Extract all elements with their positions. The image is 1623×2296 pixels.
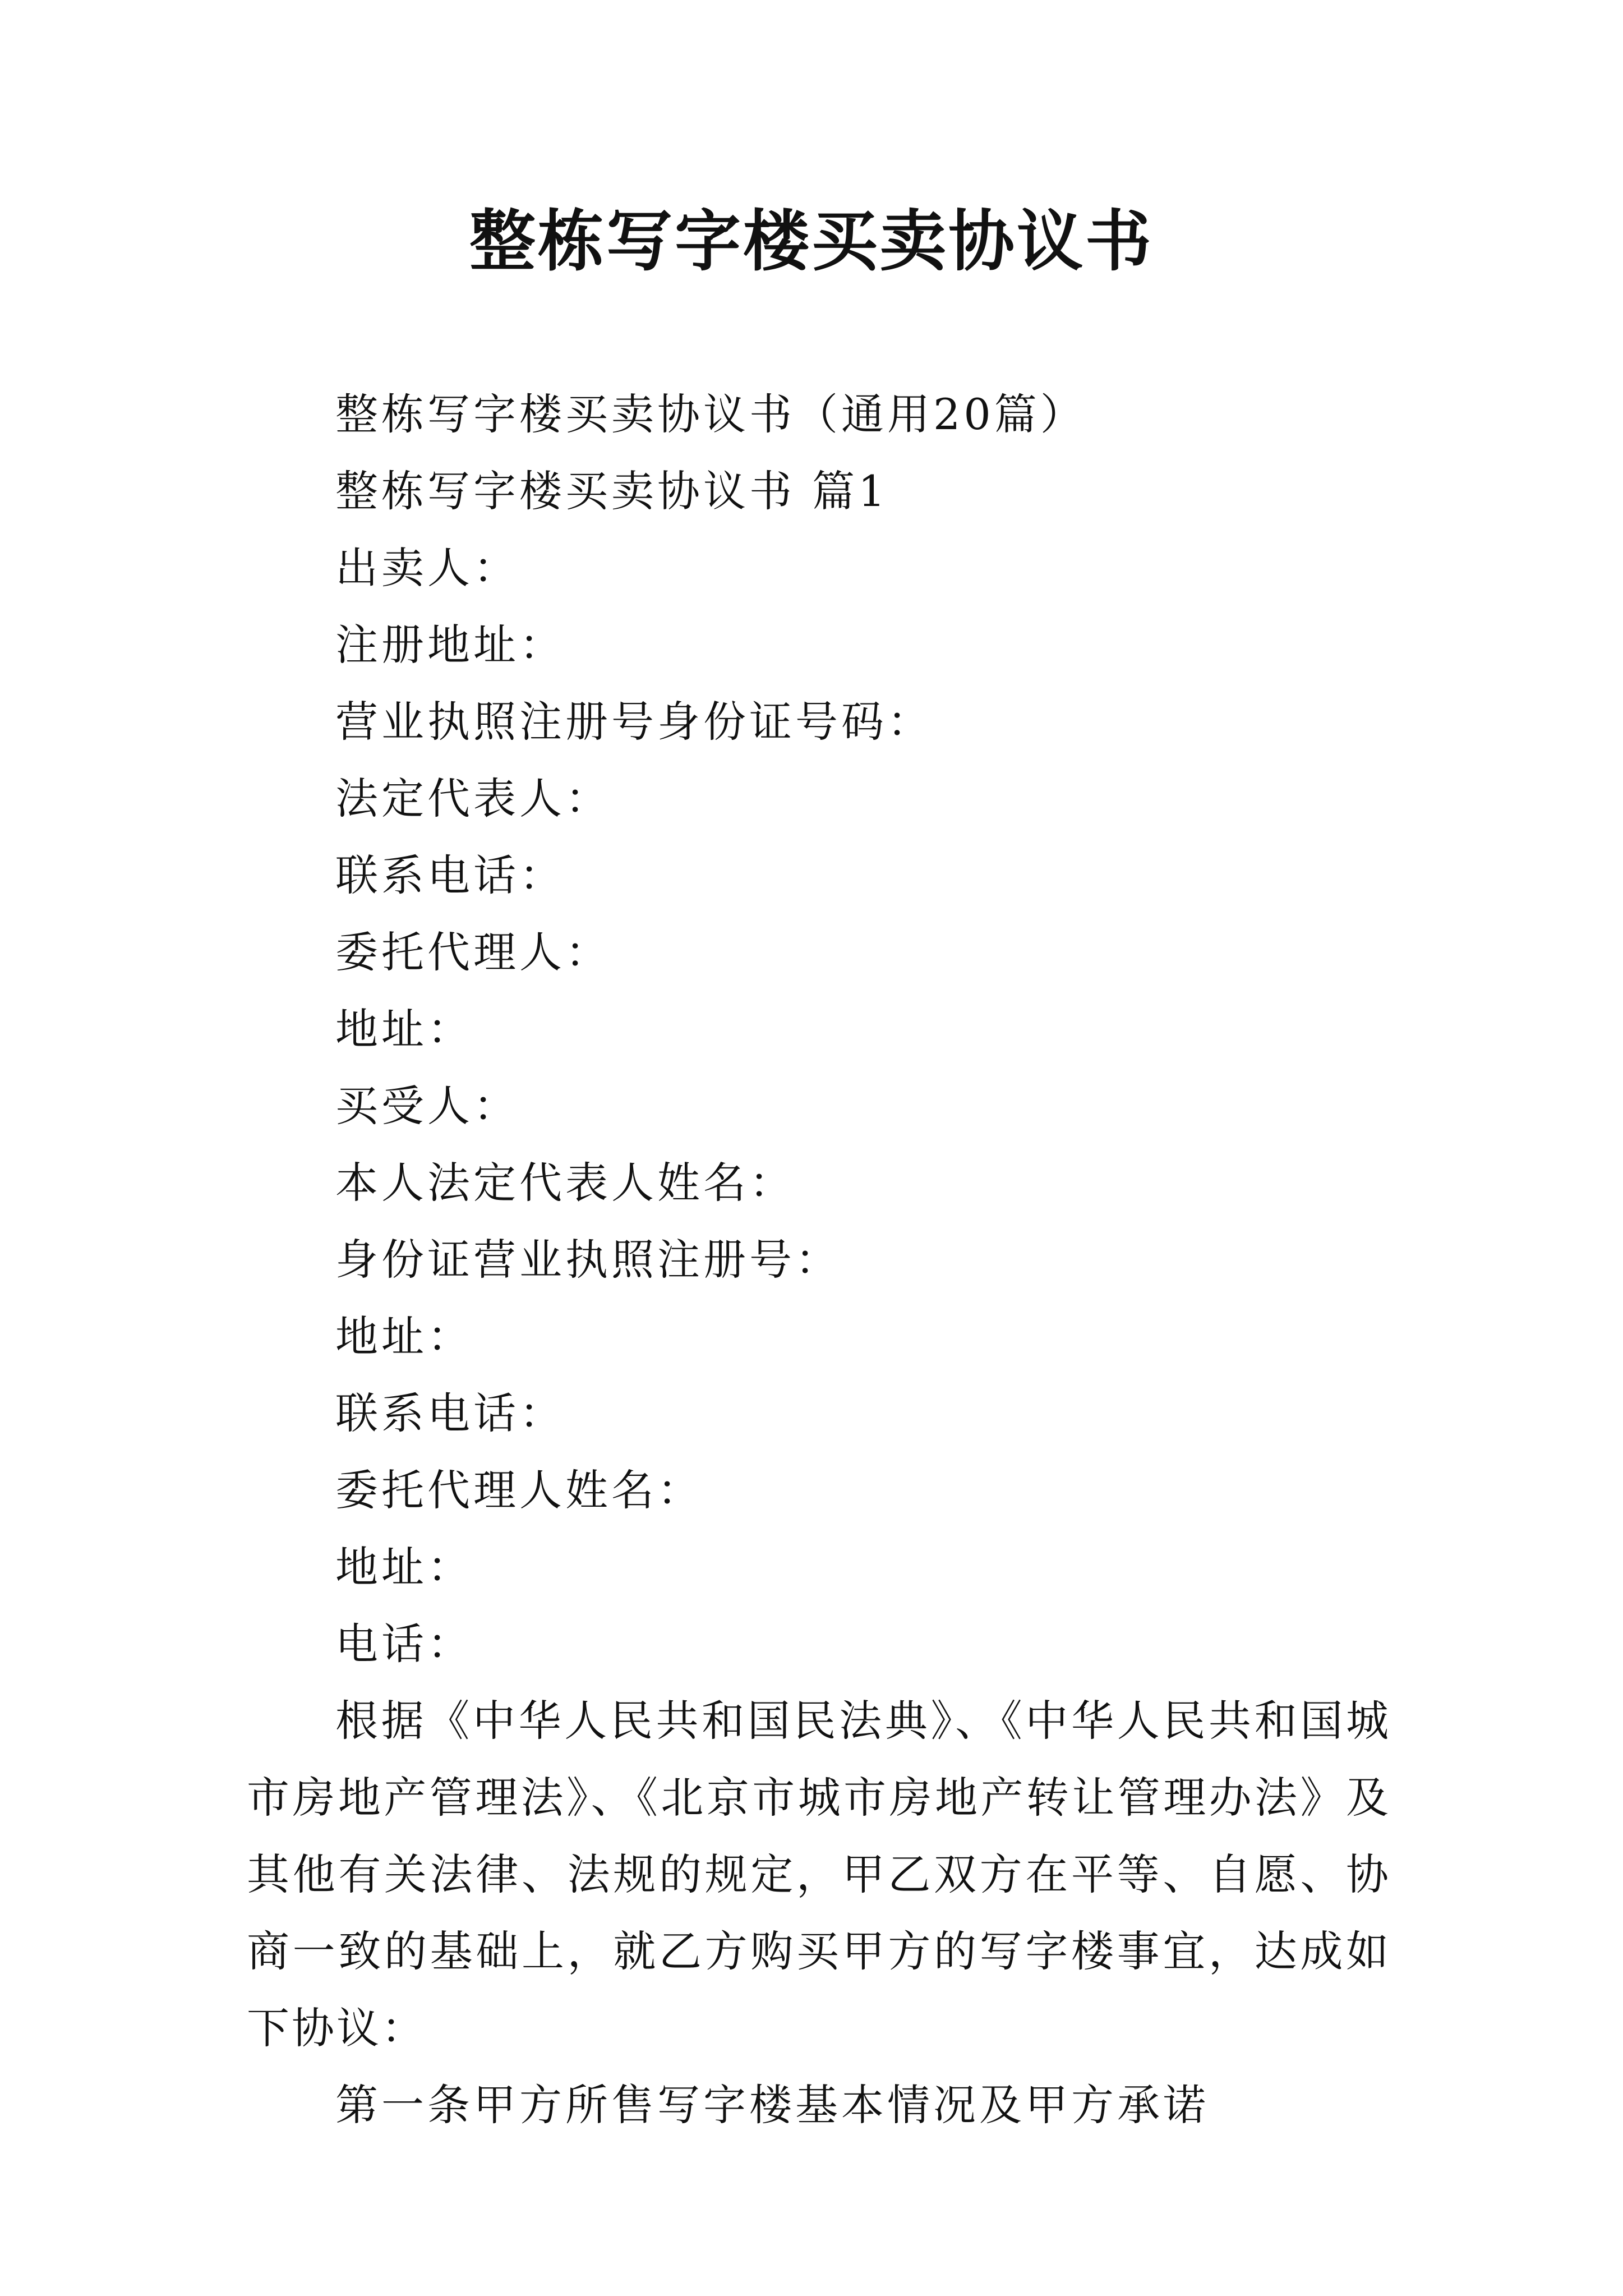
seller-address-label: 地址： bbox=[335, 1004, 473, 1054]
document-title: 整栋写字楼买卖协议书 bbox=[469, 202, 1154, 280]
section-heading: 整栋写字楼买卖协议书 篇1 bbox=[335, 466, 889, 516]
buyer-representative-label: 本人法定代表人姓名： bbox=[335, 1158, 795, 1208]
buyer-id-label: 身份证营业执照注册号： bbox=[335, 1235, 841, 1285]
buyer-phone-label: 联系电话： bbox=[335, 1388, 565, 1438]
seller-phone-label: 联系电话： bbox=[335, 850, 565, 900]
agent-phone-label: 电话： bbox=[335, 1619, 473, 1669]
buyer-label: 买受人： bbox=[335, 1081, 519, 1131]
buyer-agent-label: 委托代理人姓名： bbox=[335, 1465, 703, 1515]
agent-address-label: 地址： bbox=[335, 1542, 473, 1592]
seller-label: 出卖人： bbox=[335, 543, 519, 593]
license-id-label: 营业执照注册号身份证号码： bbox=[335, 697, 933, 747]
buyer-address-label: 地址： bbox=[335, 1312, 473, 1361]
legal-representative-label: 法定代表人： bbox=[335, 774, 611, 823]
seller-agent-label: 委托代理人： bbox=[335, 927, 611, 977]
legal-basis-paragraph: 根据《中华人民共和国民法典》、《中华人民共和国城市房地产管理法》、《北京市城市房地产转让管理办法》及其他有关法律、法规的规定，甲乙双方在平等、自愿、协商一致的基础上，就乙方购买甲方的写字楼事宜，达成如下协议： bbox=[247, 1696, 1391, 2053]
article-1-heading: 第一条甲方所售写字楼基本情况及甲方承诺 bbox=[335, 2080, 1209, 2130]
document-body bbox=[247, 376, 1391, 2143]
subtitle-line: 整栋写字楼买卖协议书（通用20篇） bbox=[335, 389, 1086, 439]
registered-address-label: 注册地址： bbox=[335, 620, 565, 670]
